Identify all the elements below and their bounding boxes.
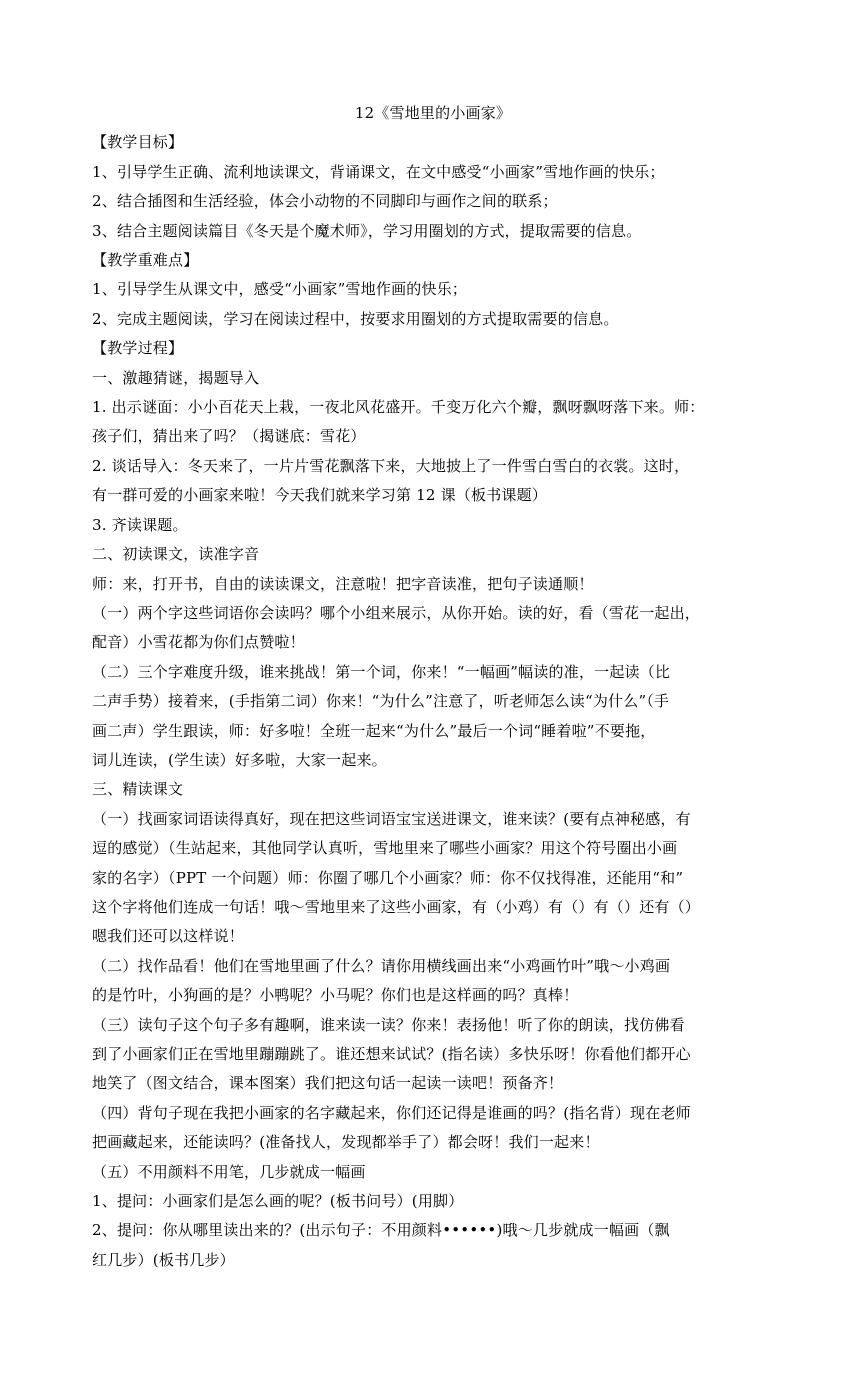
text-line: 词儿连读，(学生读）好多啦，大家一起来。	[92, 750, 387, 769]
text-line: （五）不用颜料不用笔，几步就成一幅画	[92, 1162, 366, 1181]
text-line: 2、提问：你从哪里读出来的？(出示句子：不用颜料••••••)哦～几步就成一幅画（飘	[92, 1221, 670, 1240]
text-line: 家的名字）（PPT 一个问题）师：你圈了哪几个小画家？师：你不仅找得准，还能用“和”	[92, 868, 684, 887]
text-line: 1、引导学生从课文中，感受“小画家”雪地作画的快乐；	[92, 280, 468, 299]
text-line: 1、引导学生正确、流利地读课文，背诵课文，在文中感受“小画家”雪地作画的快乐；	[92, 162, 665, 181]
text-line: 红几步）(板书几步）	[92, 1250, 235, 1269]
text-line: 【教学过程】	[92, 339, 184, 358]
text-line: 一、激趣猜谜，揭题导入	[92, 368, 260, 387]
text-line: （三）读句子这个句子多有趣啊，谁来读一读？你来！表扬他！听了你的朗读，找仿佛看	[92, 1015, 685, 1034]
text-line: 配音）小雪花都为你们点赞啦！	[92, 633, 305, 652]
text-line: （一）两个字这些词语你会读吗？哪个小组来展示，从你开始。读的好，看（雪花一起出，	[92, 603, 701, 622]
text-line: 嗯我们还可以这样说！	[92, 927, 245, 946]
text-line: （二）三个字难度升级，谁来挑战！第一个词，你来！“一幅画”幅读的准，一起读（比	[92, 662, 671, 681]
text-line: 1. 出示谜面：小小百花天上栽，一夜北风花盛开。千变万化六个瓣，飘呀飘呀落下来。师：	[92, 398, 705, 417]
text-line: 有一群可爱的小画家来啦！今天我们就来学习第 12 课（板书课题）	[92, 486, 548, 505]
text-line: 1、提问：小画家们是怎么画的呢？(板书问号）(用脚）	[92, 1192, 464, 1211]
text-line: 孩子们，猜出来了吗？（揭谜底：雪花）	[92, 427, 366, 446]
document-lines	[92, 128, 774, 1275]
text-line: 地笑了（图文结合，课本图案）我们把这句话一起读一读吧！预备齐！	[92, 1074, 564, 1093]
text-line: 到了小画家们正在雪地里蹦蹦跳了。谁还想来试试？(指名读）多快乐呀！你看他们都开心	[92, 1045, 691, 1063]
text-line: 二、初读课文，读准字音	[92, 545, 260, 564]
text-line: 师：来，打开书，自由的读读课文，注意啦！把字音读准，把句子读通顺！	[92, 574, 594, 593]
text-line: 的是竹叶，小狗画的是？小鸭呢？小马呢？你们也是这样画的吗？真棒！	[92, 986, 579, 1005]
text-line: 2、完成主题阅读，学习在阅读过程中，按要求用圈划的方式提取需要的信息。	[92, 309, 619, 328]
text-line: 三、精读课文	[92, 780, 184, 799]
text-line: （一）找画家词语读得真好，现在把这些词语宝宝送进课文，谁来读？(要有点神秘感，有	[92, 809, 691, 828]
document-body	[92, 99, 774, 1275]
text-line: 逗的感觉）（生站起来，其他同学认真听，雪地里来了哪些小画家？用这个符号圈出小画	[92, 839, 678, 858]
text-line: 2、结合插图和生活经验，体会小动物的不同脚印与画作之间的联系；	[92, 192, 558, 211]
document-title: 12《雪地里的小画家》	[354, 104, 512, 122]
text-line: 3. 齐读课题。	[92, 515, 188, 534]
text-line: （二）找作品看！他们在雪地里画了什么？请你用横线画出来“小鸡画竹叶”哦～小鸡画	[92, 956, 671, 975]
text-line: 【教学重难点】	[92, 251, 199, 270]
text-line: 二声手势）接着来，(手指第二词）你来！“为什么”注意了，听老师怎么读“为什么”（手	[92, 692, 670, 711]
text-line: 2. 谈话导入：冬天来了，一片片雪花飘落下来，大地披上了一件雪白雪白的衣裳。这时，	[92, 456, 690, 475]
text-line: 【教学目标】	[92, 133, 184, 152]
text-line: 这个字将他们连成一句话！哦～雪地里来了这些小画家，有（小鸡）有（）有（）还有（）	[92, 897, 701, 916]
text-line: （四）背句子现在我把小画家的名字藏起来，你们还记得是谁画的吗？(指名背）现在老师	[92, 1103, 691, 1122]
text-line: 把画藏起来，还能读吗？(准备找人，发现都举手了）都会呀！我们一起来！	[92, 1133, 600, 1152]
text-line: 3、结合主题阅读篇目《冬天是个魔术师》，学习用圈划的方式，提取需要的信息。	[92, 221, 642, 240]
text-line: 画二声）学生跟读，师：好多啦！全班一起来“为什么”最后一个词“睡着啦”不要拖，	[92, 721, 656, 740]
